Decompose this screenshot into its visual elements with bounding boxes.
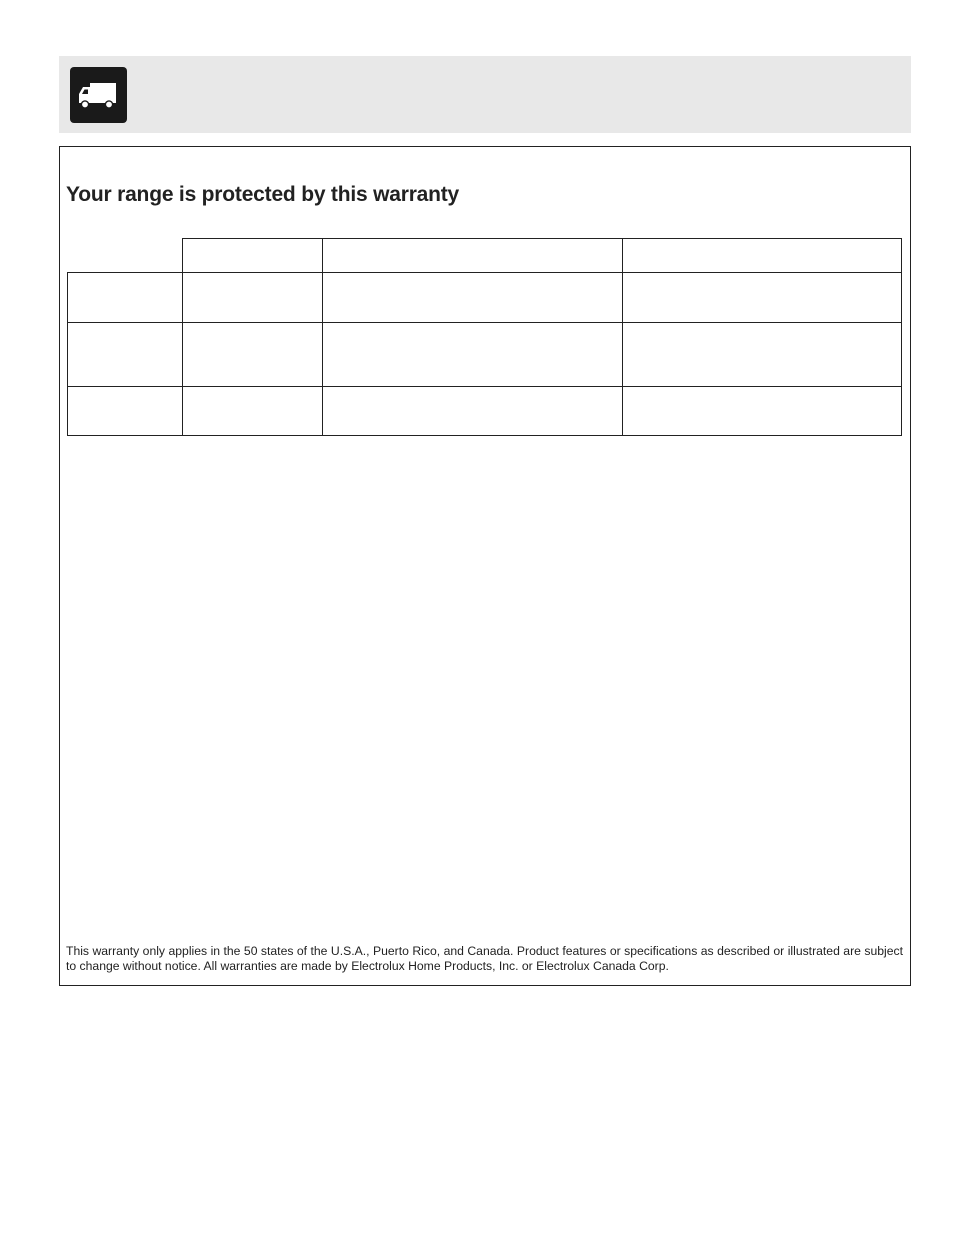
table-row	[67, 272, 902, 322]
warranty-heading: Your range is protected by this warranty	[66, 183, 460, 206]
warranty-frame	[59, 146, 911, 986]
table-header-cell	[622, 238, 902, 273]
truck-glyph	[76, 80, 121, 110]
warranty-footnote: This warranty only applies in the 50 states of the U.S.A., Puerto Rico, and Canada. Product features or specifications as described or illustrated are subject to change without notice. All warranties are made by Electrolux Home Products, Inc. or Electrolux Canada Corp.	[66, 944, 903, 973]
table-row	[67, 322, 902, 386]
table-row	[67, 386, 902, 436]
column-divider	[322, 272, 323, 436]
section-banner	[59, 56, 911, 133]
table-header-cell	[182, 238, 322, 273]
column-divider	[622, 272, 623, 436]
service-truck-icon	[70, 67, 127, 123]
column-divider	[182, 272, 183, 436]
table-header-cell	[322, 238, 622, 273]
warranty-table	[67, 238, 902, 436]
